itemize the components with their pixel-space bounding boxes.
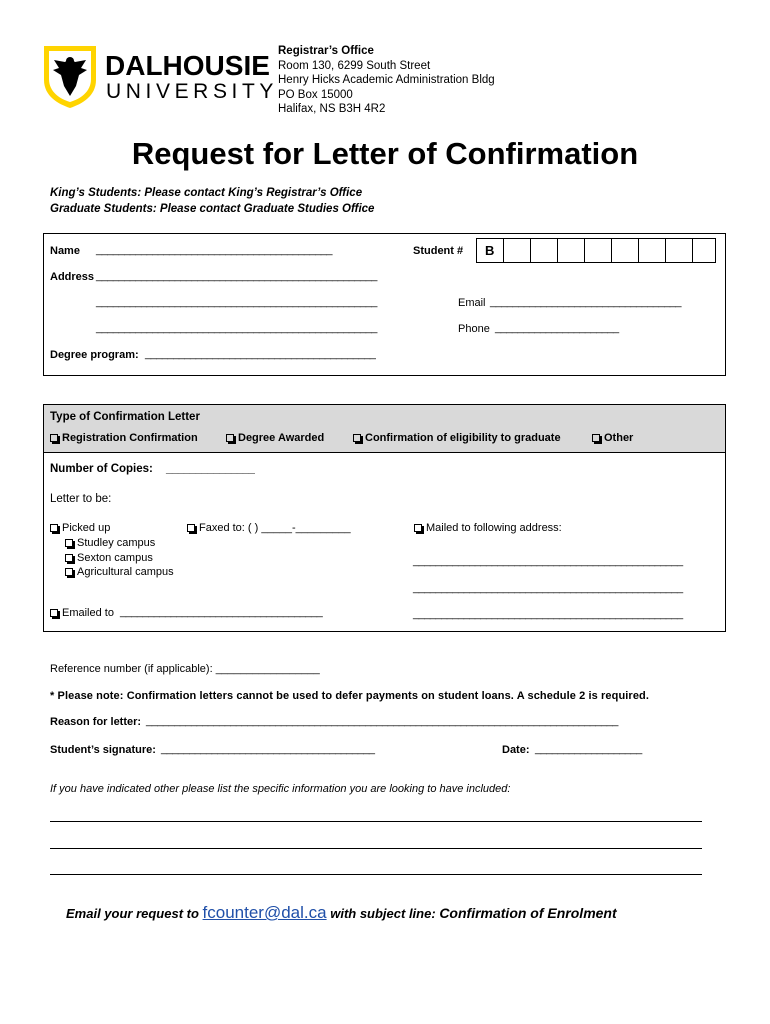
degree-program-label: Degree program: bbox=[50, 349, 139, 361]
shield-icon bbox=[42, 44, 98, 110]
option-eligibility-to-graduate[interactable]: Confirmation of eligibility to graduate bbox=[353, 432, 561, 444]
student-number-cell[interactable] bbox=[503, 239, 504, 262]
office-line: Room 130, 6299 South Street bbox=[278, 59, 431, 72]
signature-label: Student’s signature: bbox=[50, 744, 156, 756]
student-number-label: Student # bbox=[413, 245, 464, 257]
grad-note: Graduate Students: Please contact Graduate Studies Office bbox=[50, 203, 375, 215]
student-info-section bbox=[43, 233, 726, 376]
email-request-suffix: with subject line: bbox=[330, 906, 436, 921]
checkbox-icon[interactable] bbox=[50, 434, 58, 442]
checkbox-icon[interactable] bbox=[187, 524, 195, 532]
email-label: Email bbox=[458, 297, 486, 309]
mail-address-line3[interactable]: ________________________________________________ bbox=[413, 608, 683, 620]
checkbox-icon[interactable] bbox=[592, 434, 600, 442]
student-number-cell[interactable] bbox=[665, 239, 666, 262]
phone-label: Phone bbox=[458, 323, 490, 335]
university-logo bbox=[42, 44, 279, 112]
office-title: Registrar’s Office bbox=[278, 45, 374, 57]
option-studley-campus[interactable]: Studley campus bbox=[65, 537, 155, 549]
phone-field[interactable]: ______________________ bbox=[495, 322, 619, 334]
email-subject: Confirmation of Enrolment bbox=[439, 905, 617, 921]
email-request-line bbox=[66, 903, 617, 923]
office-line: Henry Hicks Academic Administration Bldg bbox=[278, 74, 495, 86]
option-registration-confirmation[interactable]: Registration Confirmation bbox=[50, 432, 198, 444]
logo-wordmark-line1: DALHOUSIE bbox=[105, 50, 270, 81]
copies-label: Number of Copies: bbox=[50, 463, 153, 475]
student-loan-note: * Please note: Confirmation letters cannot be used to defer payments on student loans. A schedule 2 is required. bbox=[50, 690, 650, 702]
confirmation-type-heading: Type of Confirmation Letter bbox=[50, 411, 200, 423]
option-agricultural-campus[interactable]: Agricultural campus bbox=[65, 566, 174, 578]
option-other[interactable]: Other bbox=[592, 432, 633, 444]
other-info-line[interactable] bbox=[50, 821, 702, 822]
degree-program-field[interactable]: _________________________________________ bbox=[145, 348, 376, 360]
address-field-line3[interactable]: __________________________________________________ bbox=[96, 322, 377, 334]
address-field-line1[interactable]: __________________________________________________ bbox=[96, 270, 377, 282]
reference-number[interactable]: Reference number (if applicable): _________________ bbox=[50, 663, 320, 675]
letter-to-be-label: Letter to be: bbox=[50, 493, 112, 505]
email-field[interactable]: __________________________________ bbox=[490, 296, 682, 308]
option-mailed-to[interactable]: Mailed to following address: bbox=[414, 522, 562, 534]
student-number-cell[interactable] bbox=[530, 239, 531, 262]
checkbox-icon[interactable] bbox=[353, 434, 361, 442]
copies-field[interactable]: _______________ bbox=[166, 463, 255, 475]
email-request-prefix: Email your request to bbox=[66, 906, 199, 921]
kings-note: King’s Students: Please contact King’s Registrar’s Office bbox=[50, 187, 363, 199]
name-field[interactable]: __________________________________________ bbox=[96, 244, 332, 256]
date-label: Date: bbox=[502, 744, 530, 756]
checkbox-icon[interactable] bbox=[50, 524, 58, 532]
name-label: Name bbox=[50, 245, 80, 257]
address-label: Address bbox=[50, 271, 95, 283]
office-address bbox=[278, 44, 495, 117]
other-info-instruction: If you have indicated other please list the specific information you are looking to have included: bbox=[50, 783, 511, 795]
checkbox-icon[interactable] bbox=[50, 609, 58, 617]
option-picked-up[interactable]: Picked up bbox=[50, 522, 110, 534]
checkbox-icon[interactable] bbox=[65, 539, 73, 547]
student-number-cell[interactable] bbox=[557, 239, 558, 262]
confirmation-section bbox=[43, 404, 726, 632]
option-faxed-to[interactable]: Faxed to: ( ) _____-_________ bbox=[187, 522, 351, 534]
office-line: Halifax, NS B3H 4R2 bbox=[278, 103, 386, 115]
confirmation-type-header bbox=[44, 405, 725, 453]
checkbox-icon[interactable] bbox=[226, 434, 234, 442]
student-number-cell[interactable] bbox=[611, 239, 612, 262]
student-number-cell[interactable] bbox=[638, 239, 639, 262]
checkbox-icon[interactable] bbox=[414, 524, 422, 532]
signature-field[interactable]: ______________________________________ bbox=[161, 743, 375, 755]
checkbox-icon[interactable] bbox=[65, 554, 73, 562]
mail-address-line1[interactable]: ________________________________________________ bbox=[413, 555, 683, 567]
option-sexton-campus[interactable]: Sexton campus bbox=[65, 552, 153, 564]
logo-wordmark-line2: UNIVERSITY bbox=[106, 80, 279, 103]
form-title: Request for Letter of Confirmation bbox=[131, 136, 639, 171]
reason-field[interactable]: ____________________________________________________________________________________ bbox=[146, 715, 618, 727]
office-line: PO Box 15000 bbox=[278, 88, 353, 101]
emailed-to-field[interactable]: ____________________________________ bbox=[120, 606, 323, 618]
date-field[interactable]: ___________________ bbox=[535, 743, 642, 755]
address-field-line2[interactable]: __________________________________________________ bbox=[96, 296, 377, 308]
other-info-line[interactable] bbox=[50, 874, 702, 875]
other-info-line[interactable] bbox=[50, 848, 702, 849]
student-number-cell[interactable] bbox=[584, 239, 585, 262]
student-number-field[interactable] bbox=[476, 238, 716, 263]
checkbox-icon[interactable] bbox=[65, 568, 73, 576]
student-number-prefix: B bbox=[485, 243, 495, 258]
option-emailed-to[interactable]: Emailed to bbox=[50, 607, 114, 619]
student-number-cell[interactable] bbox=[692, 239, 693, 262]
reason-label: Reason for letter: bbox=[50, 716, 142, 728]
option-degree-awarded[interactable]: Degree Awarded bbox=[226, 432, 324, 444]
mail-address-line2[interactable]: ________________________________________________ bbox=[413, 582, 683, 594]
request-email-link[interactable]: fcounter@dal.ca bbox=[202, 903, 327, 922]
